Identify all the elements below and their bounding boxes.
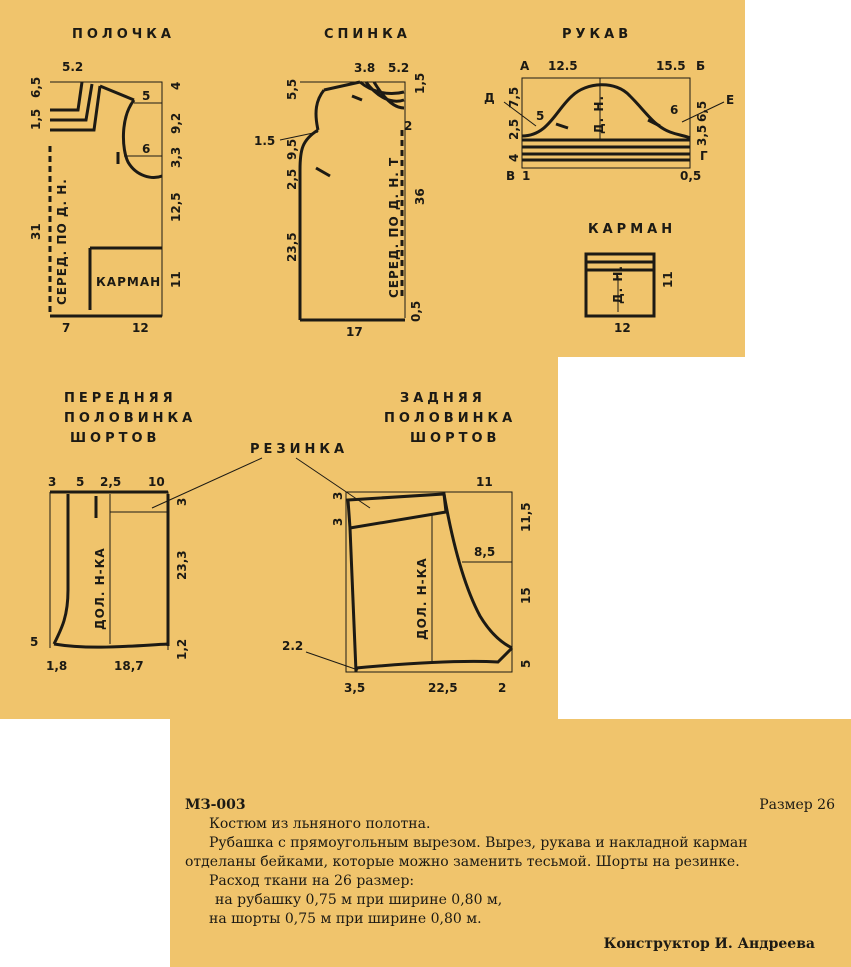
sleeve-corner-v: В [506,169,516,183]
back-shorts-leader [306,652,358,670]
front-shorts-dim-top-b: 5 [76,475,85,489]
back-piece [254,27,427,339]
back-shorts-dim-mid: 8,5 [474,545,496,559]
sleeve-grain: Д. Н. [592,94,606,134]
back-shorts-dim-right-b: 15 [519,587,533,604]
caption-header [185,796,835,815]
front-dim-inner-2: 6 [142,142,151,156]
back-dim-top-a: 3.8 [354,61,376,75]
back-dim-r2: 2 [404,119,413,133]
sleeve-title: РУКАВ [562,27,633,42]
back-shorts-dim-right-a: 11,5 [519,502,533,532]
back-title: СПИНКА [324,27,411,42]
back-shorts-piece [282,391,533,695]
front-dim-bottom-left: 7 [62,321,71,335]
front-shorts-title-2: ПОЛОВИНКА [64,411,197,426]
pocket-dim-right: 11 [661,271,675,288]
back-shorts-title-1: ЗАДНЯЯ [400,391,486,406]
front-armhole [123,100,162,177]
back-shorts-dim-top: 11 [476,475,493,489]
sleeve-hem-bands [522,140,690,154]
pocket-piece [586,222,676,335]
front-shorts-title-1: ПЕРЕДНЯЯ [64,391,177,406]
front-center-label: СЕРЕД. ПО Д. Н. [55,178,69,305]
back-shorts-dim-bottom-left: 3,5 [344,681,366,695]
sleeve-dim-inner-left: 5 [536,109,545,123]
caption-line-5: на рубашку 0,75 м при ширине 0,80 м, [215,892,503,908]
front-shorts-dim-bottom-left: 1,8 [46,659,68,673]
back-dim-r-top: 1,5 [413,72,427,94]
front-neck-trim [50,82,100,130]
back-shorts-dim-left-b: 3 [331,517,345,526]
front-dim-left-mid: 1,5 [29,108,43,130]
back-shorts-dim-left-a: 3 [331,491,345,500]
back-dim-side: 1.5 [254,134,276,148]
front-dim-r4: 12,5 [169,192,183,222]
model-number: МЗ-003 [185,797,246,813]
front-dim-left-top: 6,5 [29,76,43,98]
front-title: ПОЛОЧКА [72,27,175,42]
sleeve-pt-e: Е [726,93,735,107]
front-dim-top: 5.2 [62,60,84,74]
front-pocket-label: КАРМАН [96,275,162,289]
back-notch-top [352,96,362,100]
sleeve-dim-inner-right: 6 [670,103,679,117]
back-dim-left-b: 9,5 [285,138,299,160]
front-shorts-fly [54,494,68,644]
front-shorts-dim-bottom-right: 18,7 [114,659,144,673]
back-center-label: СЕРЕД. ПО Д. Н. Т [387,156,401,298]
back-shorts-grain: ДОЛ. Н-КА [415,557,429,640]
sleeve-dim-bottom-right: 0,5 [680,169,702,183]
back-shoulder [324,82,360,90]
sleeve-dim-left-b: 2,5 [507,118,521,140]
front-shorts-dim-left: 5 [30,635,39,649]
sleeve-pt-d: Д [484,91,495,105]
front-dim-bottom-right: 12 [132,321,149,335]
front-shorts-piece [30,391,196,673]
caption-line-2: Рубашка с прямоугольным вырезом. Вырез, рукава и накладной карман [209,835,748,851]
front-shorts-dim-right-bottom: 1,2 [175,638,189,660]
front-shorts-dim-top-a: 3 [48,475,57,489]
back-dim-right-long: 36 [413,188,427,205]
sleeve-notches [556,120,660,128]
pocket-title: КАРМАН [588,222,677,237]
sleeve-piece [484,27,734,183]
front-shorts-dim-right-top: 3 [175,497,189,506]
back-dim-left-a: 5,5 [285,78,299,100]
caption-line-4: Расход ткани на 26 размер: [209,873,415,889]
front-piece [29,27,183,335]
front-shorts-dim-top-c: 2,5 [100,475,122,489]
caption [185,796,835,954]
back-shorts-title-2: ПОЛОВИНКА [384,411,517,426]
back-shorts-title-3: ШОРТОВ [410,431,501,446]
sleeve-dim-r2: 3,5 [695,124,709,146]
back-side-seam [300,130,318,320]
back-dim-right-bottom: 0,5 [409,300,423,322]
back-shorts-dim-bottom-right: 2 [498,681,507,695]
back-shorts-dim-side: 2.2 [282,639,304,653]
front-dim-inner-1: 5 [142,89,151,103]
back-shorts-frame [346,492,512,672]
back-shorts-hem [356,648,512,668]
caption-line-1: Костюм из льняного полотна. [209,816,431,832]
sleeve-dim-r1: 6,5 [695,100,709,122]
back-notch-side [316,168,330,176]
sleeve-dim-bottom-left: 1 [522,169,531,183]
front-dim-r2: 9,2 [169,112,183,134]
front-dim-r1: 4 [169,81,183,90]
sleeve-dim-left-a: 7,5 [507,86,521,108]
front-shorts-dim-right-mid: 23,3 [175,550,189,580]
sleeve-dim-top-right: 15.5 [656,59,686,73]
back-shorts-crotch [444,494,512,648]
back-armhole [316,90,324,130]
back-dim-bottom: 17 [346,325,363,339]
sleeve-dim-top-left: 12.5 [548,59,578,73]
back-dim-top-b: 5.2 [388,61,410,75]
front-shorts-dim-top-d: 10 [148,475,165,489]
sleeve-corner-b: Б [696,59,706,73]
back-neck-trim [360,82,404,108]
front-shorts-hem [54,644,168,647]
front-dim-r5: 11 [169,271,183,288]
caption-line-3: отделаны бейками, которые можно заменить тесьмой. Шорты на резинке. [185,854,740,870]
sleeve-corner-g: Г [700,149,708,163]
sleeve-corner-a: А [520,59,530,73]
front-dim-r3: 3,3 [169,146,183,168]
author: Конструктор И. Андреева [603,936,815,952]
front-shoulder [100,86,134,100]
front-shorts-grain: ДОЛ. Н-КА [93,547,107,630]
pocket-dim-bottom: 12 [614,321,631,335]
back-shorts-waistband [348,494,446,528]
back-dim-left-d: 23,5 [285,232,299,262]
front-shorts-title-3: ШОРТОВ [70,431,161,446]
elastic-leader-front [152,458,262,508]
caption-line-6: на шорты 0,75 м при ширине 0,80 м. [209,911,482,927]
sleeve-dim-left-c: 4 [507,153,521,162]
pocket-grain: Д. Н. [611,264,625,304]
size-label: Размер 26 [759,797,835,813]
back-shorts-dim-bottom-mid: 22,5 [428,681,458,695]
back-dim-left-c: 2,5 [285,168,299,190]
elastic-label: РЕЗИНКА [250,442,349,457]
back-shorts-center-seam [350,528,356,672]
sleeve-cap [522,85,690,138]
front-dim-left-long: 31 [29,223,43,240]
back-shorts-dim-right-c: 5 [519,659,533,668]
